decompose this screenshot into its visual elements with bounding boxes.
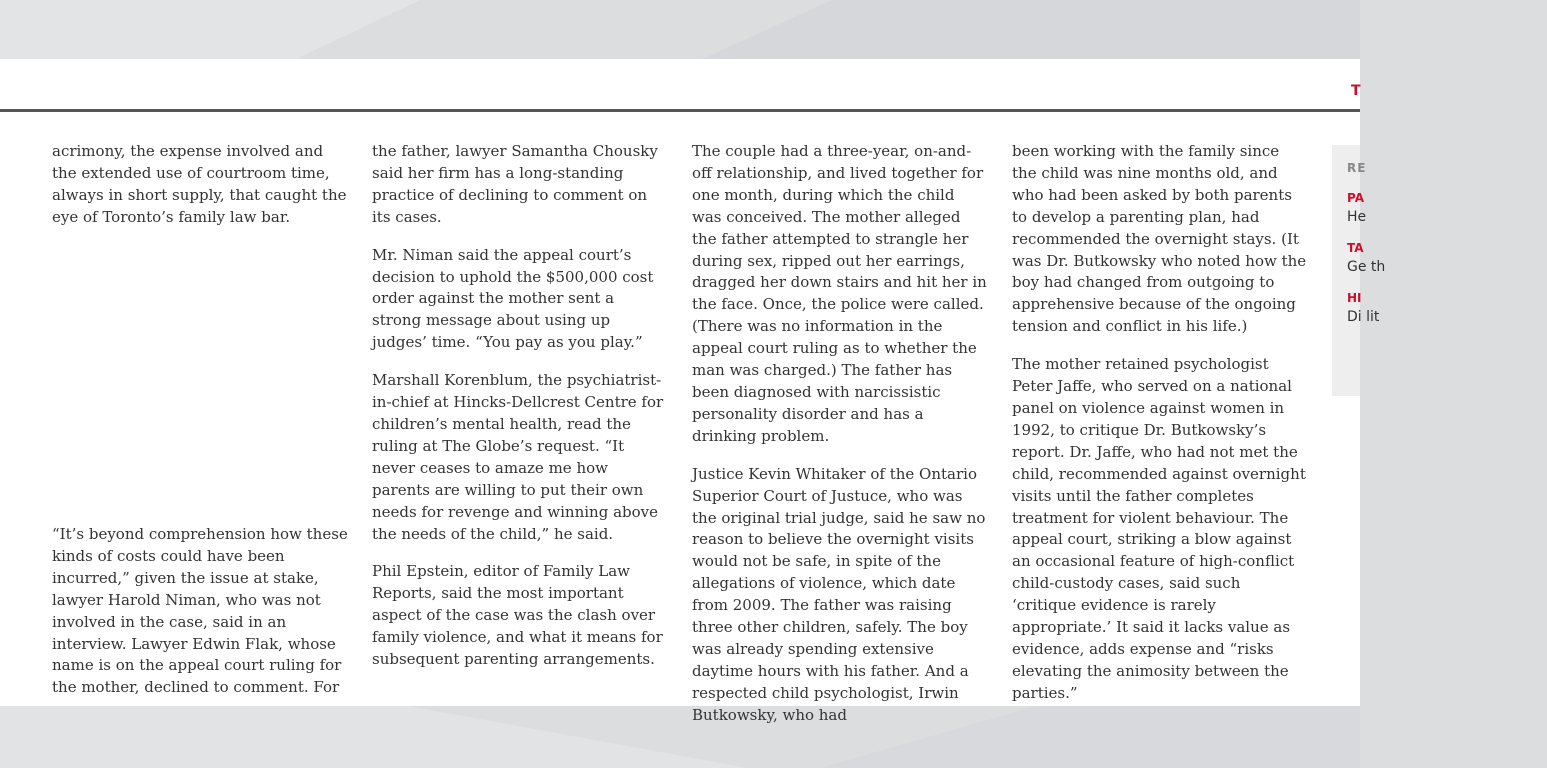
article-paragraph: Marshall Korenblum, the psychiatrist-in-chief at Hincks-Dellcrest Centre for children’s mental health, read the ruling at The Globe’s request. “It never ceases to amaze me how parents are willing to put their own needs for revenge and winning above the needs of the child,” he said. <box>372 371 664 543</box>
related-item[interactable] <box>1347 289 1547 327</box>
related-item[interactable] <box>1347 239 1547 277</box>
article-column <box>372 141 668 687</box>
article-paragraph: acrimony, the expense involved and the extended use of courtroom time, always in short supply, that caught the eye of Toronto’s family law bar. <box>52 142 347 226</box>
article-page <box>0 59 1386 724</box>
article-paragraph: The couple had a three-year, on-and-off relationship, and lived together for one month, during which the child was conceived. The mother alleged the father attempted to strangle her during sex, ripped out her earrings, dragged her down stairs and hit her in the face. Once, the police were called. (There was no information in the appeal court ruling as to whether the man was charged.) The father has been diagnosed with narcissistic personality disorder and has a drinking problem. <box>692 142 987 445</box>
related-title[interactable]: Di lit <box>1347 309 1380 325</box>
related-stories-panel <box>1332 145 1386 396</box>
article-paragraph: “It’s beyond comprehension how these kinds of costs could have been incurred,” given the issue at stake, lawyer Harold Niman, who was not involved in the case, said in an interview. Lawyer Edwin Flak, whose name is on the appeal court ruling for the mother, declined to comment. For <box>52 525 348 697</box>
article-paragraph: Phil Epstein, editor of Family Law Reports, said the most important aspect of the case was the clash over family violence, and what it means for subsequent parenting arrangements. <box>372 562 663 669</box>
article-column <box>1012 141 1308 721</box>
background-shape <box>700 0 1360 60</box>
article-paragraph: Justice Kevin Whitaker of the Ontario Superior Court of Justuce, who was the original trial judge, said he saw no reason to believe the overnight visits would not be safe, in spite of the allegations of violence, which date from 2009. The father was raising three other children, safely. The boy was already spending extensive daytime hours with his father. And a respected child psychologist, Irwin Butkowsky, who had <box>692 464 986 724</box>
related-category: TA <box>1347 241 1364 255</box>
related-heading: RE <box>1347 161 1367 175</box>
article-paragraph: The mother retained psychologist Peter Jaffe, who served on a national panel on violence against women in 1992, to critique Dr. Butkowsky’s report. Dr. Jaffe, who had not met the child, recommended against overnight visits until the father completes treatment for violent behaviour. The appeal court, striking a blow against an occasional feature of high-conflict child-custody cases, said such ‘critique evidence is rarely appropriate.’ It said it lacks value as evidence, adds expense and “risks elevating the animosity between the parties.” <box>1012 355 1306 702</box>
related-category: HI <box>1347 291 1362 305</box>
article-column <box>692 141 988 743</box>
article-paragraph: Mr. Niman said the appeal court’s decision to uphold the $500,000 cost order against the mother sent a strong message about using up judges’ time. “You pay as you play.” <box>372 245 654 352</box>
related-title[interactable]: He <box>1347 209 1367 225</box>
related-item[interactable] <box>1347 189 1547 227</box>
article-column <box>52 141 348 697</box>
related-title[interactable]: Ge th <box>1347 259 1386 275</box>
article-paragraph: been working with the family since the child was nine months old, and who had been asked by both parents to develop a parenting plan, had recommended the overnight stays. (It was Dr. Butkowsky who noted how the boy had changed from outgoing to apprehensive because of the ongoing tension and conflict in his life.) <box>1012 142 1307 336</box>
top-nav-link[interactable]: T <box>1351 83 1361 99</box>
article-paragraph: the father, lawyer Samantha Chousky said her firm has a long-standing practice of declining to comment on its cases. <box>372 142 658 226</box>
background-shape <box>0 0 420 60</box>
related-category: PA <box>1347 191 1364 205</box>
header-divider <box>0 109 1360 112</box>
